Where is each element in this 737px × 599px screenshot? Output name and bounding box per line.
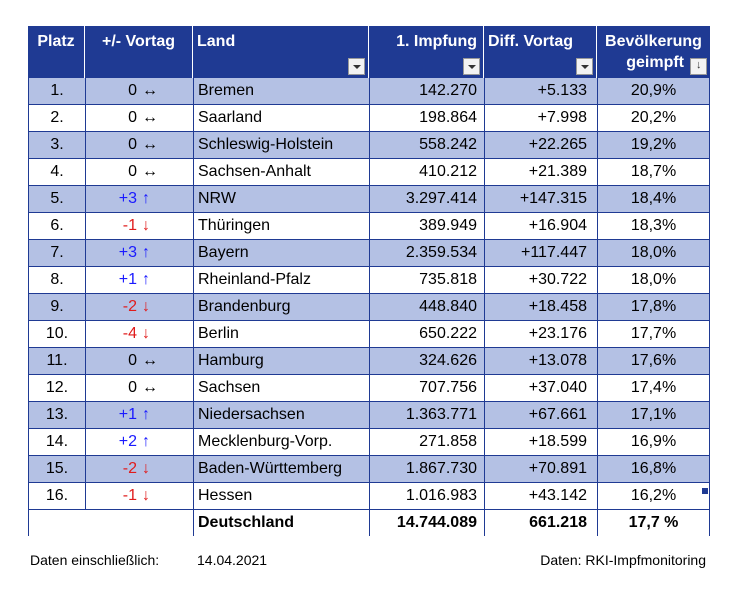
cell-diff[interactable]: +43.142 [484,483,597,509]
arrow-left-right-icon: ↔ [142,352,158,369]
cell-change[interactable] [85,348,193,374]
table-row [28,105,710,132]
cell-platz[interactable]: 5. [28,186,85,212]
cell-platz[interactable]: 2. [28,105,85,131]
table-row [28,78,710,105]
cell-impfung[interactable]: 3.297.414 [369,186,484,212]
cell-impfung[interactable]: 271.858 [369,429,484,455]
cell-change[interactable] [85,132,193,158]
table-row [28,456,710,483]
cell-land[interactable]: Brandenburg [193,294,369,320]
table-header-row [28,26,710,78]
cell-diff[interactable]: +16.904 [484,213,597,239]
cell-pct[interactable]: 20,9% [597,78,710,104]
cell-pct[interactable]: 17,8% [597,294,710,320]
cell-platz[interactable]: 7. [28,240,85,266]
cell-land[interactable]: Sachsen [193,375,369,401]
cell-diff[interactable]: +23.176 [484,321,597,347]
cell-impfung[interactable]: 142.270 [369,78,484,104]
table-row [28,348,710,375]
cell-impfung[interactable]: 650.222 [369,321,484,347]
cell-pct[interactable]: 16,2% [597,483,710,509]
change-value: +1 [118,406,137,423]
cell-diff[interactable]: +147.315 [484,186,597,212]
cell-change[interactable] [85,240,193,266]
cell-impfung[interactable]: 448.840 [369,294,484,320]
cell-impfung[interactable]: 324.626 [369,348,484,374]
change-value: 0 [128,163,137,180]
cell-pct[interactable]: 18,4% [597,186,710,212]
cell-pct[interactable]: 18,0% [597,240,710,266]
cell-platz[interactable]: 16. [28,483,85,509]
change-value: +3 [118,190,137,207]
cell-impfung[interactable]: 410.212 [369,159,484,185]
table-row [28,186,710,213]
cell-impfung[interactable]: 2.359.534 [369,240,484,266]
table-row [28,402,710,429]
cell-diff[interactable]: +5.133 [484,78,597,104]
total-pct[interactable]: 17,7 % [597,510,710,536]
footer-source: Daten: RKI-Impfmonitoring [540,552,706,568]
table-body [28,78,710,510]
cell-change[interactable] [85,483,193,509]
cell-diff[interactable]: +70.891 [484,456,597,482]
cell-platz[interactable]: 6. [28,213,85,239]
arrow-up-icon: ↑ [142,190,150,207]
cell-diff[interactable]: +67.661 [484,402,597,428]
arrow-left-right-icon: ↔ [142,379,158,396]
cell-platz[interactable]: 13. [28,402,85,428]
arrow-left-right-icon: ↔ [142,136,158,153]
change-value: +1 [118,271,137,288]
change-value: -4 [122,325,137,342]
change-value: -2 [122,298,137,315]
change-value: 0 [128,352,137,369]
cell-pct[interactable]: 18,3% [597,213,710,239]
table-row [28,429,710,456]
cell-land[interactable]: NRW [193,186,369,212]
total-platz-empty [28,510,85,536]
header-diff[interactable] [484,26,597,78]
arrow-left-right-icon: ↔ [142,109,158,126]
arrow-down-icon: ↓ [142,487,150,504]
cell-change[interactable] [85,429,193,455]
change-value: -1 [122,487,137,504]
arrow-up-icon: ↑ [142,271,150,288]
change-value: -1 [122,217,137,234]
change-value: +3 [118,244,137,261]
cell-platz[interactable]: 15. [28,456,85,482]
cell-platz[interactable]: 9. [28,294,85,320]
change-value: 0 [128,379,137,396]
header-bev-line1: Bevölkerung [605,33,702,50]
cell-platz[interactable]: 11. [28,348,85,374]
header-platz[interactable]: Platz [28,26,85,78]
cell-diff[interactable]: +18.599 [484,429,597,455]
arrow-down-icon: ↓ [142,217,150,234]
cell-platz[interactable]: 8. [28,267,85,293]
cell-pct[interactable]: 17,6% [597,348,710,374]
cell-diff[interactable]: +37.040 [484,375,597,401]
cell-pct[interactable]: 16,9% [597,429,710,455]
cell-diff[interactable]: +22.265 [484,132,597,158]
cell-diff[interactable]: +30.722 [484,267,597,293]
arrow-down-icon: ↓ [142,298,150,315]
cell-pct[interactable]: 20,2% [597,105,710,131]
cell-land[interactable]: Hessen [193,483,369,509]
cell-land[interactable]: Mecklenburg-Vorp. [193,429,369,455]
cell-impfung[interactable]: 1.867.730 [369,456,484,482]
cell-impfung[interactable]: 198.864 [369,105,484,131]
table-row [28,483,710,510]
cell-change[interactable] [85,375,193,401]
cell-pct[interactable]: 18,7% [597,159,710,185]
header-impfung[interactable] [369,26,484,78]
change-value: 0 [128,136,137,153]
header-impfung-label: 1. Impfung [396,33,477,50]
arrow-down-icon: ↓ [142,325,150,342]
cell-platz[interactable]: 4. [28,159,85,185]
change-value: +2 [118,433,137,450]
cell-pct[interactable]: 17,1% [597,402,710,428]
arrow-up-icon: ↑ [142,433,150,450]
cell-diff[interactable]: +18.458 [484,294,597,320]
cell-diff[interactable]: +21.389 [484,159,597,185]
table-row [28,132,710,159]
vaccination-table [28,26,710,536]
header-land[interactable] [193,26,369,78]
cell-change[interactable] [85,456,193,482]
arrow-down-icon: ↓ [142,460,150,477]
cell-change[interactable] [85,105,193,131]
cell-change[interactable] [85,321,193,347]
arrow-left-right-icon: ↔ [142,82,158,99]
total-row [28,510,710,536]
cell-platz[interactable]: 10. [28,321,85,347]
cell-land[interactable]: Bremen [193,78,369,104]
total-change-empty [85,510,193,536]
cell-impfung[interactable]: 389.949 [369,213,484,239]
cell-change[interactable] [85,159,193,185]
arrow-up-icon: ↑ [142,406,150,423]
cell-land[interactable]: Hamburg [193,348,369,374]
change-value: 0 [128,82,137,99]
table-resize-handle[interactable] [702,488,708,494]
cell-platz[interactable]: 3. [28,132,85,158]
cell-impfung[interactable]: 1.016.983 [369,483,484,509]
cell-diff[interactable]: +117.447 [484,240,597,266]
cell-change[interactable] [85,402,193,428]
filter-dropdown-diff-icon[interactable] [576,58,593,75]
table-row [28,240,710,267]
table-row [28,375,710,402]
sort-descending-filter-icon[interactable] [690,58,707,75]
cell-land[interactable]: Schleswig-Holstein [193,132,369,158]
cell-impfung[interactable]: 735.818 [369,267,484,293]
cell-diff[interactable]: +13.078 [484,348,597,374]
cell-platz[interactable]: 12. [28,375,85,401]
filter-dropdown-land-icon[interactable] [348,58,365,75]
cell-impfung[interactable]: 558.242 [369,132,484,158]
total-impfung[interactable]: 14.744.089 [369,510,484,536]
cell-change[interactable] [85,78,193,104]
change-value: 0 [128,109,137,126]
filter-dropdown-impfung-icon[interactable] [463,58,480,75]
cell-land[interactable]: Niedersachsen [193,402,369,428]
cell-change[interactable] [85,186,193,212]
footer-date: 14.04.2021 [197,552,268,568]
table-row [28,159,710,186]
total-diff[interactable]: 661.218 [484,510,597,536]
cell-land[interactable]: Thüringen [193,213,369,239]
cell-platz[interactable]: 14. [28,429,85,455]
arrow-left-right-icon: ↔ [142,163,158,180]
cell-change[interactable] [85,213,193,239]
cell-land[interactable]: Sachsen-Anhalt [193,159,369,185]
table-row [28,321,710,348]
header-diff-label: Diff. Vortag [488,33,574,50]
header-land-label: Land [197,33,236,50]
cell-change[interactable] [85,267,193,293]
table-row [28,213,710,240]
table-row [28,294,710,321]
header-bev-line2: geimpft [626,54,684,71]
cell-change[interactable] [85,294,193,320]
cell-pct[interactable]: 17,4% [597,375,710,401]
arrow-up-icon: ↑ [142,244,150,261]
cell-impfung[interactable]: 707.756 [369,375,484,401]
cell-pct[interactable]: 18,0% [597,267,710,293]
cell-pct[interactable]: 19,2% [597,132,710,158]
cell-diff[interactable]: +7.998 [484,105,597,131]
change-value: -2 [122,460,137,477]
footer-data-label: Daten einschließlich: [30,552,160,568]
header-change[interactable]: +/- Vortag [85,26,193,78]
table-row [28,267,710,294]
cell-land[interactable]: Berlin [193,321,369,347]
cell-land[interactable]: Rheinland-Pfalz [193,267,369,293]
cell-platz[interactable]: 1. [28,78,85,104]
cell-land[interactable]: Baden-Württemberg [193,456,369,482]
cell-land[interactable]: Bayern [193,240,369,266]
header-bevoelkerung[interactable] [597,26,710,78]
cell-impfung[interactable]: 1.363.771 [369,402,484,428]
cell-pct[interactable]: 16,8% [597,456,710,482]
cell-pct[interactable]: 17,7% [597,321,710,347]
cell-land[interactable]: Saarland [193,105,369,131]
total-land[interactable]: Deutschland [193,510,369,536]
